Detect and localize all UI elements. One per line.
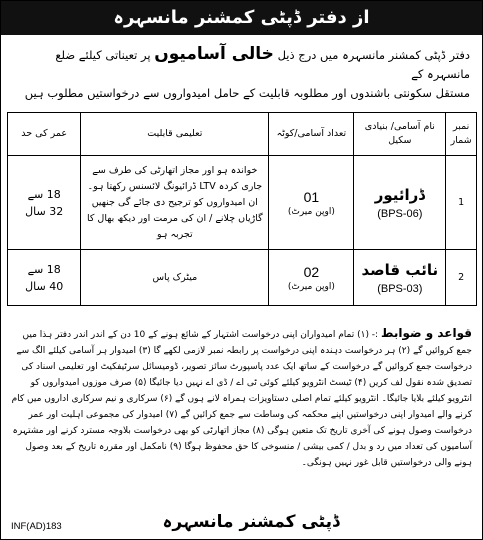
row-age-cell xyxy=(8,250,81,306)
header-post: نام آسامی/ بنیادی سکیل xyxy=(354,113,446,156)
vacancies-table xyxy=(7,112,477,306)
post-scale: (BPS-06) xyxy=(377,208,423,220)
row-quantity-cell xyxy=(269,250,354,306)
post-quota: (اوپن میرٹ) xyxy=(287,206,335,217)
post-quota: (اوپن میرٹ) xyxy=(287,281,335,292)
signature-title: ڈپٹی کمشنر مانسہرہ xyxy=(162,512,340,532)
terms-title: قواعد و ضوابط xyxy=(380,326,472,340)
row-serial: 2 xyxy=(446,250,477,306)
intro-text-line2: مستقل سکونتی باشندوں اور مطلوبہ قابلیت کے حامل امیدواروں سے درخواستیں مطلوب ہیں xyxy=(24,86,470,100)
header-title: از دفتر ڈپٹی کمشنر مانسہرہ xyxy=(113,7,370,28)
age-min: 18 سے xyxy=(27,187,61,201)
post-quantity: 02 xyxy=(303,263,320,280)
row-qualification: خواندہ ہو اور مجاز اتھارٹی کی طرف سے جاری کردہ LTV ڈرائیونگ لائسنس رکھتا ہو۔ ان امیدواروں کو ترجیح دی جائے گی جنھیں گاڑیاں چلانے / ان کی مرمت اور دیکھ بھال کا تجربہ ہو xyxy=(81,156,269,250)
header-qualification: تعلیمی قابلیت xyxy=(81,113,269,156)
row-quantity-cell xyxy=(269,156,354,250)
header-age: عمر کی حد xyxy=(8,113,81,156)
terms-conditions xyxy=(11,325,472,471)
reference-number: INF(AD)183 xyxy=(11,521,62,532)
post-quantity: 01 xyxy=(303,188,320,205)
post-name: ڈرائیور xyxy=(374,186,425,204)
age-max: 40 سال xyxy=(25,279,64,293)
table-row xyxy=(8,156,477,250)
age-min: 18 سے xyxy=(27,262,61,276)
row-age-cell xyxy=(8,156,81,250)
post-name: نائب قاصد xyxy=(361,261,439,279)
table-row xyxy=(8,250,477,306)
post-scale: (BPS-03) xyxy=(377,283,423,295)
intro-text-part1: دفتر ڈپٹی کمشنر مانسہرہ میں درج ذیل xyxy=(277,48,470,62)
age-max: 32 سال xyxy=(25,204,64,218)
intro-highlight: خالی آسامیوں xyxy=(154,44,274,64)
row-qualification: میٹرک پاس xyxy=(81,250,269,306)
row-serial: 1 xyxy=(446,156,477,250)
row-post-cell xyxy=(354,156,446,250)
header-quantity: تعداد آسامی/کوٹہ xyxy=(269,113,354,156)
header-serial: نمبر شمار xyxy=(446,113,477,156)
intro-paragraph xyxy=(15,45,470,103)
terms-text: :- (۱) تمام امیدواران اپنی درخواست اشتہار کے شائع ہونے کے 10 دن کے اندر اندر دفتر ہذا میں جمع کروائیں گے (۲) ہر درخواست دہندہ اپنی درخواست پر رابطہ نمبر لازمی لکھے گا (۳) امیدوار ہر آسامی کیلئے الگ سے درخواست جمع کروائیں گے درخواست کے ساتھ ایک عدد پاسپورٹ سائز تصویر، ڈومیسائل سرٹیفکیٹ اور تعلیمی اسناد کی تصدیق شدہ نقول لف کریں (۴) ٹیسٹ انٹرویو کیلئے کوئی ٹی اے / ڈی اے نہیں دیا جائیگا (۵) صرف موزوں امیدواروں کو انٹرویو کیلئے بلایا جائیگا۔ انٹرویو کیلئے تمام اصلی دستاویزات ہمراہ لانے ہوں گے (۶) سرکاری و نیم سرکاری اداروں میں کام کرنے والے امیدوار اپنی درخواستیں اپنے محکمہ کی وساطت سے جمع کرائیں گے (۷) امیدوار کی مجموعی اہلیت اور عمر درخواست وصول ہونے کی آخری تاریخ تک متعین ہوگی (۸) مجاز اتھارٹی کو بھی درخواست بلاوجہ مسترد کرنے اور مشتہرہ آسامیوں کی تعداد میں رد و بدل / کمی بیشی / منسوخی کا حق محفوظ ہوگا (۹) نامکمل اور مقررہ تاریخ کے بعد وصول ہونے والی درخواستیں قابل غور نہیں ہونگی۔ xyxy=(11,330,472,468)
row-post-cell xyxy=(354,250,446,306)
intro-text-part2: پر تعیناتی کیلئے ضلع مانسہرہ کے xyxy=(55,48,470,81)
table-header-row xyxy=(8,113,477,156)
header-banner xyxy=(1,1,482,35)
